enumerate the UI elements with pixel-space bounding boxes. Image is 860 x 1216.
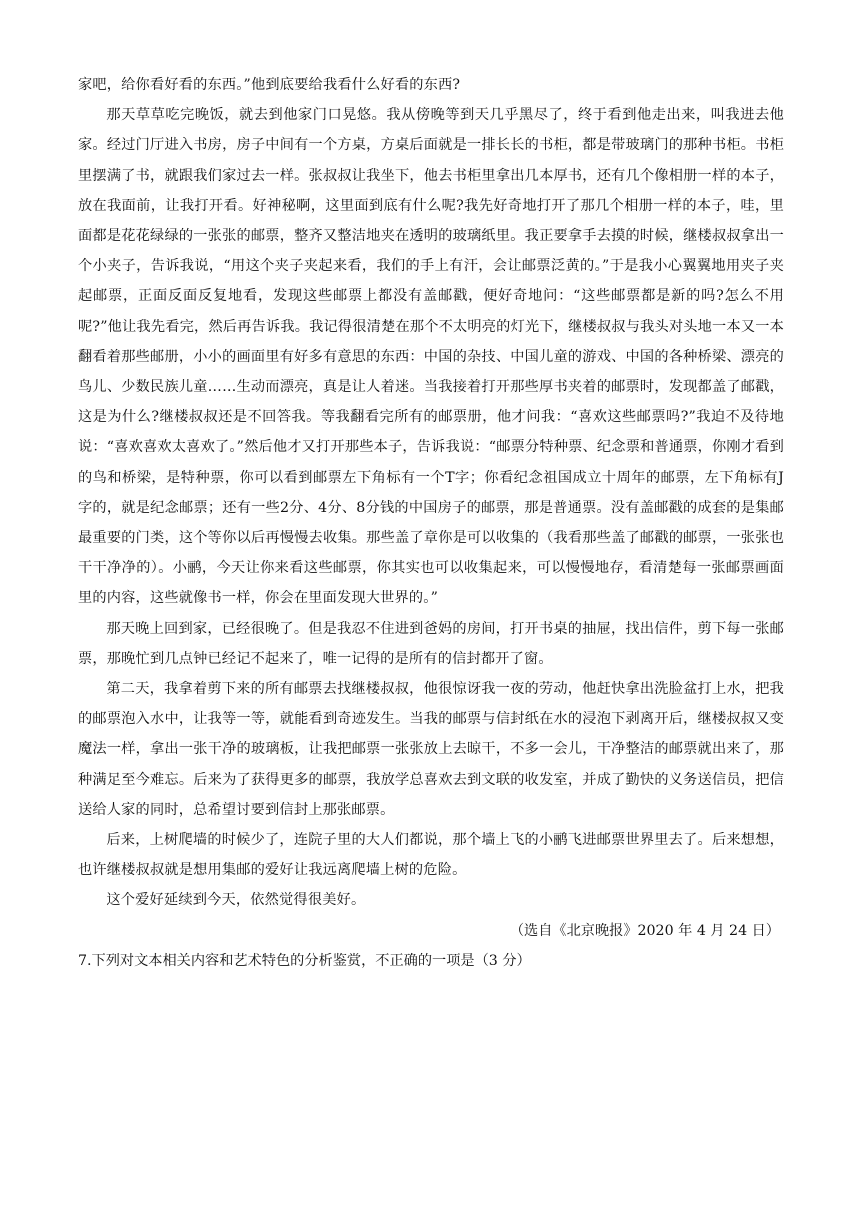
paragraph-4: 第二天，我拿着剪下来的所有邮票去找继楼叔叔，他很惊讶我一夜的劳动，他赶快拿出洗脸盆打上水，把我的邮票泡入水中，让我等一等，就能看到奇迹发生。当我的邮票与信封纸在水的浸泡下剥离开后，继楼叔叔又变魔法一样，拿出一张干净的玻璃板，让我把邮票一张张放上去晾干，不多一会儿，干净整洁的邮票就出来了，那种满足至今难忘。后来为了获得更多的邮票，我放学总喜欢去到文联的收发室，并成了勤快的义务送信员，把信送给人家的同时，总希望讨要到信封上那张邮票。	[78, 681, 784, 818]
paragraph-5: 后来，上树爬墙的时候少了，连院子里的大人们都说，那个墙上飞的小鹂飞进邮票世界里去了。后来想想，也许继楼叔叔就是想用集邮的爱好让我远离爬墙上树的危险。	[78, 832, 784, 879]
paragraph-1: 家吧，给你看好看的东西。”他到底要给我看什么好看的东西?	[78, 77, 461, 93]
question-7: 7.下列对文本相关内容和艺术特色的分析鉴赏，不正确的一项是（3 分）	[78, 952, 531, 969]
source-citation: （选自《北京晚报》2020 年 4 月 24 日）	[509, 922, 780, 939]
paragraph-6: 这个爱好延续到今天，依然觉得很美好。	[106, 892, 366, 909]
paragraph-3: 那天晚上回到家，已经很晚了。但是我忍不住进到爸妈的房间，打开书桌的抽屉，找出信件，剪下每一张邮票，那晚忙到几点钟已经记不起来了，唯一记得的是所有的信封都开了窗。	[78, 620, 784, 667]
paragraph-2: 那天草草吃完晚饭，就去到他家门口晃悠。我从傍晚等到天几乎黑尽了，终于看到他走出来，叫我进去他家。经过门厅进入书房，房子中间有一个方桌，方桌后面就是一排长长的书柜，都是带玻璃门的那种书柜。书柜里摆满了书，就跟我们家过去一样。张叔叔让我坐下，他去书柜里拿出几本厚书，还有几个像相册一样的本子，放在我面前，让我打开看。好神秘啊，这里面到底有什么呢?我先好奇地打开了那几个相册一样的本子，哇，里面都是花花绿绿的一张张的邮票，整齐又整洁地夹在透明的玻璃纸里。我正要拿手去摸的时候，继楼叔叔拿出一个小夹子，告诉我说，“用这个夹子夹起来看，我们的手上有汗，会让邮票泛黄的。”于是我小心翼翼地用夹子夹起邮票，正面反面反复地看，发现这些邮票上都没有盖邮戳，便好奇地问：“这些邮票都是新的吗?怎么不用呢?”他让我先看完，然后再告诉我。我记得很清楚在那个不太明亮的灯光下，继楼叔叔与我头对头地一本又一本翻看着那些邮册，小小的画面里有好多有意思的东西：中国的杂技、中国儿童的游戏、中国的各种桥梁、漂亮的鸟儿、少数民族儿童……生动而漂亮，真是让人着迷。当我接着打开那些厚书夹着的邮票时，发现都盖了邮戳，这是为什么?继楼叔叔还是不回答我。等我翻看完所有的邮票册，他才问我：“喜欢这些邮票吗?”我迫不及待地说：“喜欢喜欢太喜欢了。”然后他才又打开那些本子，告诉我说：“邮票分特种票、纪念票和普通票，你刚才看到的鸟和桥梁，是特种票，你可以看到邮票左下角标有一个T字；你看纪念祖国成立十周年的邮票，左下角标有J字的，就是纪念邮票；还有一些2分、4分、8分钱的中国房子的邮票，那是普通票。没有盖邮戳的成套的是集邮最重要的门类，这个等你以后再慢慢去收集。那些盖了章你是可以收集的（我看那些盖了邮戳的邮票，一张张也干干净净的）。小鹂，今天让你来看这些邮票，你其实也可以收集起来，可以慢慢地存，看清楚每一张邮票画面里的内容，这些就像书一样，你会在里面发现大世界的。”	[78, 107, 784, 607]
document-page	[78, 70, 784, 976]
